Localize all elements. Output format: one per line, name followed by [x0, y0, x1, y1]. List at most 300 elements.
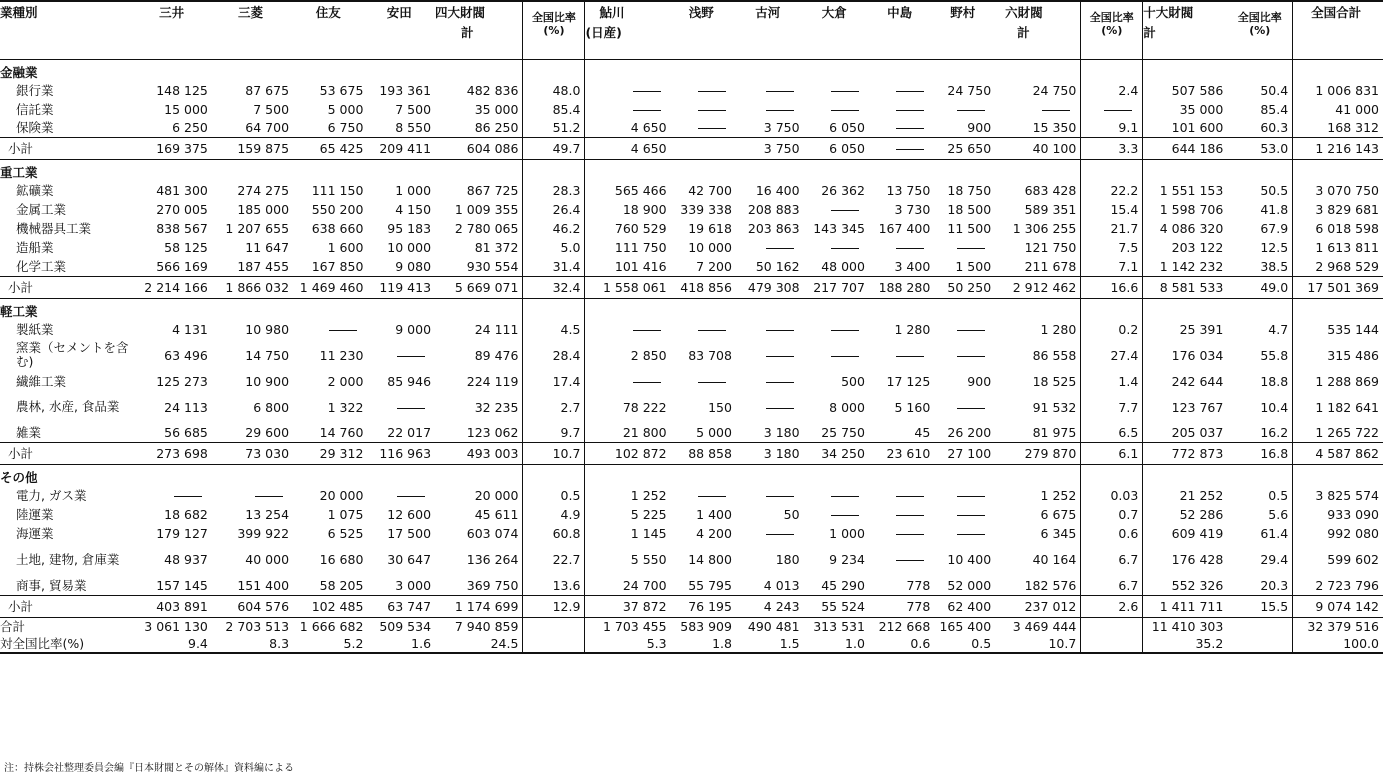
table-cell: 9.7: [523, 424, 585, 443]
table-cell: 3 000: [395, 577, 432, 593]
dash-mark: [255, 496, 283, 497]
table-row: [0, 200, 1383, 219]
table-cell: 46.2: [523, 219, 585, 238]
table-cell: 4 086 320: [1159, 221, 1224, 236]
table-cell: 101 600: [1171, 120, 1224, 136]
table-cell: [736, 81, 804, 100]
table-cell: 1.0: [845, 636, 865, 651]
header-pct-six-line2: (%): [1101, 24, 1123, 37]
table-cell: 37 872: [622, 598, 667, 614]
table-cell: 6.1: [1081, 443, 1143, 465]
table-cell: 157 145: [156, 577, 208, 593]
table-cell: 2 723 796: [1315, 577, 1379, 593]
table-cell: 53 675: [319, 82, 364, 98]
table-cell: 5 225: [630, 507, 667, 522]
header-ten-line1: 十大財閥: [1143, 5, 1194, 20]
dash-mark: [896, 496, 924, 497]
table-cell: 838 567: [156, 221, 208, 236]
table-cell: [934, 486, 995, 505]
table-row: [0, 391, 1383, 424]
dash-mark: [957, 496, 985, 497]
table-cell: 4 150: [395, 202, 432, 217]
table-cell: 1 866 032: [225, 279, 290, 295]
table-cell: 7.1: [1081, 257, 1143, 276]
table-cell: 119 413: [379, 279, 432, 295]
table-cell: 1 145: [630, 526, 667, 541]
subtotal-row: [0, 276, 1383, 298]
table-cell: [367, 339, 435, 372]
table-cell: 35 000: [435, 100, 523, 119]
table-cell: 48 937: [164, 552, 208, 567]
table-cell: 1 009 355: [435, 200, 523, 219]
table-cell: 10.7: [523, 443, 585, 465]
table-cell: 50 162: [755, 258, 800, 274]
table-cell: 86 250: [435, 119, 523, 138]
dash-mark: [174, 496, 202, 497]
table-cell: [367, 391, 435, 424]
table-cell: 176 034: [1171, 347, 1224, 363]
table-cell: 603 074: [435, 524, 523, 543]
table-cell: [1081, 100, 1143, 119]
table-cell: 55.8: [1227, 339, 1292, 372]
table-cell: 4.5: [523, 320, 585, 339]
table-cell: 9.1: [1081, 119, 1143, 138]
table-cell: 21 800: [622, 425, 667, 441]
table-cell: 1.4: [1081, 372, 1143, 391]
header-row: [0, 1, 1383, 59]
table-cell: 30 647: [387, 552, 432, 567]
table-cell: 28.3: [523, 181, 585, 200]
table-cell: 13 750: [886, 183, 931, 198]
table-cell: 399 922: [237, 526, 290, 541]
header-pct-six: [1081, 1, 1143, 59]
table-cell: 208 883: [747, 202, 800, 217]
table-cell: [869, 543, 934, 576]
table-cell: 599 602: [1327, 552, 1379, 567]
table-cell: 1 142 232: [1159, 258, 1224, 274]
dash-mark: [329, 330, 357, 331]
table-cell: 867 725: [435, 181, 523, 200]
table-cell: 34 250: [821, 446, 865, 461]
table-cell: [869, 81, 934, 100]
table-cell: [934, 100, 995, 119]
table-cell: 24 750: [947, 82, 992, 98]
dash-mark: [633, 110, 661, 111]
table-cell: 1 207 655: [225, 221, 290, 236]
table-cell: [869, 238, 934, 257]
header-national-total: 全国合計: [1311, 5, 1362, 20]
table-cell: 203 863: [747, 221, 800, 236]
table-cell: 609 419: [1171, 526, 1224, 541]
header-big4-line2: 計: [461, 25, 474, 40]
table-cell: 2 780 065: [435, 219, 523, 238]
dash-mark: [1042, 110, 1070, 111]
header-furukawa: 古河: [755, 5, 781, 20]
category-label: 軽工業: [0, 298, 523, 320]
table-cell: 5 000: [327, 101, 364, 117]
dash-mark: [896, 149, 924, 150]
table-cell: 7 500: [253, 101, 290, 117]
dash-mark: [698, 496, 726, 497]
table-row: [0, 576, 1383, 595]
table-cell: 5 550: [630, 552, 667, 567]
table-cell: [671, 320, 736, 339]
subtotal-row: [0, 443, 1383, 465]
table-cell: 62 400: [947, 598, 992, 614]
dash-mark: [766, 534, 794, 535]
dash-mark: [397, 408, 425, 409]
table-cell: 3 750: [763, 141, 800, 156]
table-cell: 9 234: [829, 552, 865, 567]
table-cell: 85 946: [387, 373, 432, 389]
table-cell: 4 650: [630, 141, 667, 156]
table-cell: [736, 524, 804, 543]
category-label: 重工業: [0, 160, 523, 182]
table-cell: 52 286: [1179, 507, 1224, 522]
table-cell: 490 481: [747, 618, 800, 634]
table-cell: 11 230: [319, 347, 364, 363]
row-label: 海運業: [16, 526, 54, 541]
table-cell: 2 850: [630, 347, 667, 363]
table-cell: 24 750: [995, 81, 1081, 100]
table-cell: 76 195: [688, 598, 732, 614]
row-label: 機械器具工業: [16, 221, 92, 236]
dash-mark: [766, 382, 794, 383]
table-cell: [934, 524, 995, 543]
table-cell: 11 410 303: [1151, 618, 1224, 634]
dash-mark: [896, 91, 924, 92]
table-cell: 4 650: [630, 120, 667, 136]
table-cell: 25 750: [821, 425, 865, 441]
table-cell: 479 308: [747, 279, 800, 295]
dash-mark: [831, 515, 859, 516]
table-cell: 17 125: [886, 373, 931, 389]
table-cell: 18 900: [622, 202, 667, 217]
table-cell: [934, 391, 995, 424]
table-cell: 65 425: [319, 141, 364, 156]
table-cell: 10 000: [688, 240, 732, 255]
row-label: 鉱礦業: [16, 183, 54, 198]
dash-mark: [957, 330, 985, 331]
table-row: [0, 320, 1383, 339]
header-pct-ten: [1227, 1, 1292, 59]
table-cell: 67.9: [1227, 219, 1292, 238]
table-cell: 13 254: [245, 507, 290, 522]
table-cell: [523, 617, 585, 635]
table-cell: [671, 81, 736, 100]
dash-mark: [896, 534, 924, 535]
row-label: 小計: [8, 279, 34, 295]
table-cell: 1 288 869: [1315, 373, 1379, 389]
table-cell: 552 326: [1171, 577, 1224, 593]
table-cell: 2 912 462: [995, 276, 1081, 298]
table-cell: 6 050: [829, 141, 865, 156]
dash-mark: [831, 248, 859, 249]
table-cell: 6 750: [327, 120, 364, 136]
dash-mark: [896, 515, 924, 516]
dash-mark: [831, 496, 859, 497]
table-row: [0, 119, 1383, 138]
dash-mark: [896, 248, 924, 249]
table-cell: 1 598 706: [1159, 202, 1224, 217]
table-cell: [736, 339, 804, 372]
table-cell: 237 012: [995, 595, 1081, 617]
table-cell: 0.6: [1081, 524, 1143, 543]
table-cell: 17 501 369: [1307, 279, 1379, 295]
category-row-finance: [0, 59, 1383, 81]
header-ayukawa-line1: 鮎川: [599, 5, 625, 20]
table-cell: 24 111: [435, 320, 523, 339]
table-cell: 481 300: [156, 183, 208, 198]
row-label: 小計: [8, 446, 34, 461]
dash-mark: [957, 515, 985, 516]
dash-mark: [831, 330, 859, 331]
table-cell: 4 243: [763, 598, 800, 614]
table-cell: 15 000: [164, 101, 208, 117]
subtotal-row: [0, 138, 1383, 160]
table-cell: 566 169: [156, 258, 208, 274]
dash-mark: [957, 408, 985, 409]
table-cell: 778: [906, 598, 931, 614]
dash-mark: [831, 91, 859, 92]
table-cell: 16 680: [319, 552, 364, 567]
table-cell: 85.4: [1227, 100, 1292, 119]
table-cell: 203 122: [1171, 240, 1224, 255]
category-label: その他: [0, 465, 523, 487]
table-cell: 209 411: [379, 141, 432, 156]
header-asano: 浅野: [688, 5, 714, 20]
table-cell: 1 558 061: [602, 279, 667, 295]
table-cell: 0.7: [1081, 505, 1143, 524]
table-cell: 270 005: [156, 202, 208, 217]
table-cell: 6 345: [995, 524, 1081, 543]
dash-mark: [957, 110, 985, 111]
table-cell: 73 030: [245, 446, 290, 461]
header-big4-total: [435, 1, 523, 59]
table-row: [0, 257, 1383, 276]
table-cell: 35.2: [1195, 636, 1224, 651]
table-cell: 644 186: [1171, 141, 1224, 156]
table-cell: 992 080: [1327, 526, 1379, 541]
table-cell: 9 080: [395, 258, 432, 274]
table-cell: [523, 635, 585, 653]
table-cell: 3 180: [763, 425, 800, 441]
table-cell: 121 750: [995, 238, 1081, 257]
table-cell: [934, 339, 995, 372]
table-cell: 29 600: [245, 425, 290, 441]
table-cell: 123 062: [435, 424, 523, 443]
table-cell: 32.4: [523, 276, 585, 298]
table-cell: [995, 100, 1081, 119]
table-cell: 21.7: [1081, 219, 1143, 238]
table-cell: 313 531: [813, 618, 865, 634]
table-cell: 89 476: [435, 339, 523, 372]
table-cell: 1 280: [894, 321, 931, 337]
table-cell: 18 682: [164, 507, 208, 522]
table-cell: [804, 486, 869, 505]
table-cell: 5.6: [1227, 505, 1292, 524]
table-cell: 5.0: [523, 238, 585, 257]
dash-mark: [766, 248, 794, 249]
table-cell: 10.4: [1227, 391, 1292, 424]
table-cell: [1081, 617, 1143, 635]
table-cell: [804, 505, 869, 524]
table-cell: 18 500: [947, 202, 992, 217]
table-cell: 56 685: [164, 425, 208, 441]
table-row: [0, 524, 1383, 543]
dash-mark: [831, 356, 859, 357]
table-cell: 87 675: [245, 82, 290, 98]
table-cell: 1 182 641: [1315, 399, 1379, 415]
table-cell: [671, 486, 736, 505]
table-cell: [869, 524, 934, 543]
table-cell: 8 550: [395, 120, 432, 136]
table-cell: [934, 238, 995, 257]
table-cell: 1 000: [829, 526, 865, 541]
dash-mark: [831, 110, 859, 111]
dash-mark: [766, 91, 794, 92]
header-ten-line2: 計: [1143, 25, 1156, 40]
table-cell: 1 411 711: [1159, 598, 1224, 614]
table-cell: [869, 505, 934, 524]
table-cell: 101 416: [614, 258, 667, 274]
table-cell: 45: [914, 425, 931, 441]
table-cell: 403 891: [156, 598, 208, 614]
row-label: 対全国比率(%): [0, 636, 85, 651]
table-cell: 211 678: [995, 257, 1081, 276]
dash-mark: [397, 496, 425, 497]
table-cell: 48.0: [523, 81, 585, 100]
table-cell: 583 909: [680, 618, 732, 634]
table-cell: 500: [841, 373, 865, 389]
table-cell: 0.5: [523, 486, 585, 505]
table-cell: 1 613 811: [1315, 240, 1379, 255]
table-cell: 217 707: [813, 279, 865, 295]
header-six-line1: 六財閥: [1005, 5, 1043, 20]
table-cell: [736, 100, 804, 119]
dash-mark: [766, 330, 794, 331]
table-cell: [934, 320, 995, 339]
table-cell: 116 963: [379, 446, 432, 461]
table-cell: 45 290: [821, 577, 865, 593]
table-cell: 1 322: [327, 399, 364, 415]
table-cell: 26 200: [947, 425, 992, 441]
table-cell: [869, 339, 934, 372]
table-cell: [869, 486, 934, 505]
table-cell: 16 400: [755, 183, 800, 198]
dash-mark: [1104, 110, 1132, 111]
header-ten-total: [1143, 1, 1228, 59]
table-cell: 18 750: [947, 183, 992, 198]
table-cell: [1227, 617, 1292, 635]
table-cell: 930 554: [435, 257, 523, 276]
table-cell: 1 000: [395, 183, 432, 198]
table-cell: 22 017: [387, 425, 432, 441]
table-cell: 55 524: [821, 598, 865, 614]
table-cell: 1 500: [955, 258, 992, 274]
table-cell: 6.7: [1081, 576, 1143, 595]
table-cell: 6 675: [995, 505, 1081, 524]
table-cell: 26.4: [523, 200, 585, 219]
table-cell: [804, 100, 869, 119]
table-cell: 15.5: [1227, 595, 1292, 617]
table-cell: [736, 320, 804, 339]
header-six-total: [995, 1, 1081, 59]
table-cell: 95 183: [387, 221, 432, 236]
table-cell: 50.4: [1227, 81, 1292, 100]
table-row: [0, 424, 1383, 443]
total-row: [0, 617, 1383, 635]
table-cell: 1 280: [995, 320, 1081, 339]
table-cell: 14 760: [319, 425, 364, 441]
table-cell: 0.2: [1081, 320, 1143, 339]
table-cell: 1 666 682: [299, 618, 364, 634]
category-label: 金融業: [0, 59, 523, 81]
row-label: 繊維工業: [16, 373, 67, 389]
table-cell: 535 144: [1327, 321, 1379, 337]
table-cell: 63 747: [387, 598, 432, 614]
dash-mark: [831, 210, 859, 211]
header-pct-ten-line2: (%): [1249, 24, 1271, 37]
table-cell: 53.0: [1227, 138, 1292, 160]
dash-mark: [698, 91, 726, 92]
dash-mark: [957, 534, 985, 535]
header-pct-ten-line1: 全国比率: [1237, 11, 1282, 24]
header-category: 業種別: [0, 5, 38, 20]
table-cell: [736, 238, 804, 257]
table-row: [0, 505, 1383, 524]
table-cell: 14 750: [245, 347, 290, 363]
table-cell: 2.7: [523, 391, 585, 424]
table-cell: 63 496: [164, 347, 208, 363]
table-cell: [671, 138, 736, 160]
table-cell: 102 485: [311, 598, 364, 614]
dash-mark: [766, 110, 794, 111]
table-cell: 3 469 444: [995, 617, 1081, 635]
table-cell: [736, 372, 804, 391]
table-row: [0, 238, 1383, 257]
table-cell: [1227, 635, 1292, 653]
table-cell: 9 074 142: [1315, 598, 1379, 614]
table-cell: 19 618: [688, 221, 732, 236]
table-cell: 4 200: [696, 526, 732, 541]
table-cell: 7 940 859: [435, 617, 523, 635]
table-cell: 83 708: [688, 347, 732, 363]
table-cell: [585, 372, 671, 391]
table-cell: 6 800: [253, 399, 290, 415]
table-cell: 1.8: [712, 636, 732, 651]
table-cell: 111 150: [311, 183, 364, 198]
table-cell: 100.0: [1343, 636, 1379, 651]
row-label: 合計: [0, 618, 26, 634]
table-cell: 13.6: [523, 576, 585, 595]
table-cell: 3 730: [894, 202, 931, 217]
table-cell: 3 180: [763, 446, 800, 461]
table-cell: 5 000: [696, 425, 732, 441]
table-cell: 550 200: [311, 202, 364, 217]
table-cell: 180: [775, 552, 800, 567]
table-cell: 6.7: [1081, 543, 1143, 576]
table-cell: 482 836: [435, 81, 523, 100]
table-cell: [367, 486, 435, 505]
table-cell: 3 400: [894, 258, 931, 274]
table-cell: 4 013: [763, 577, 800, 593]
table-cell: 26 362: [821, 183, 865, 198]
row-label: 電力, ガス業: [16, 488, 87, 503]
table-cell: 169 375: [156, 141, 208, 156]
header-nakajima: 中島: [887, 5, 913, 20]
table-cell: 10 400: [947, 552, 992, 567]
